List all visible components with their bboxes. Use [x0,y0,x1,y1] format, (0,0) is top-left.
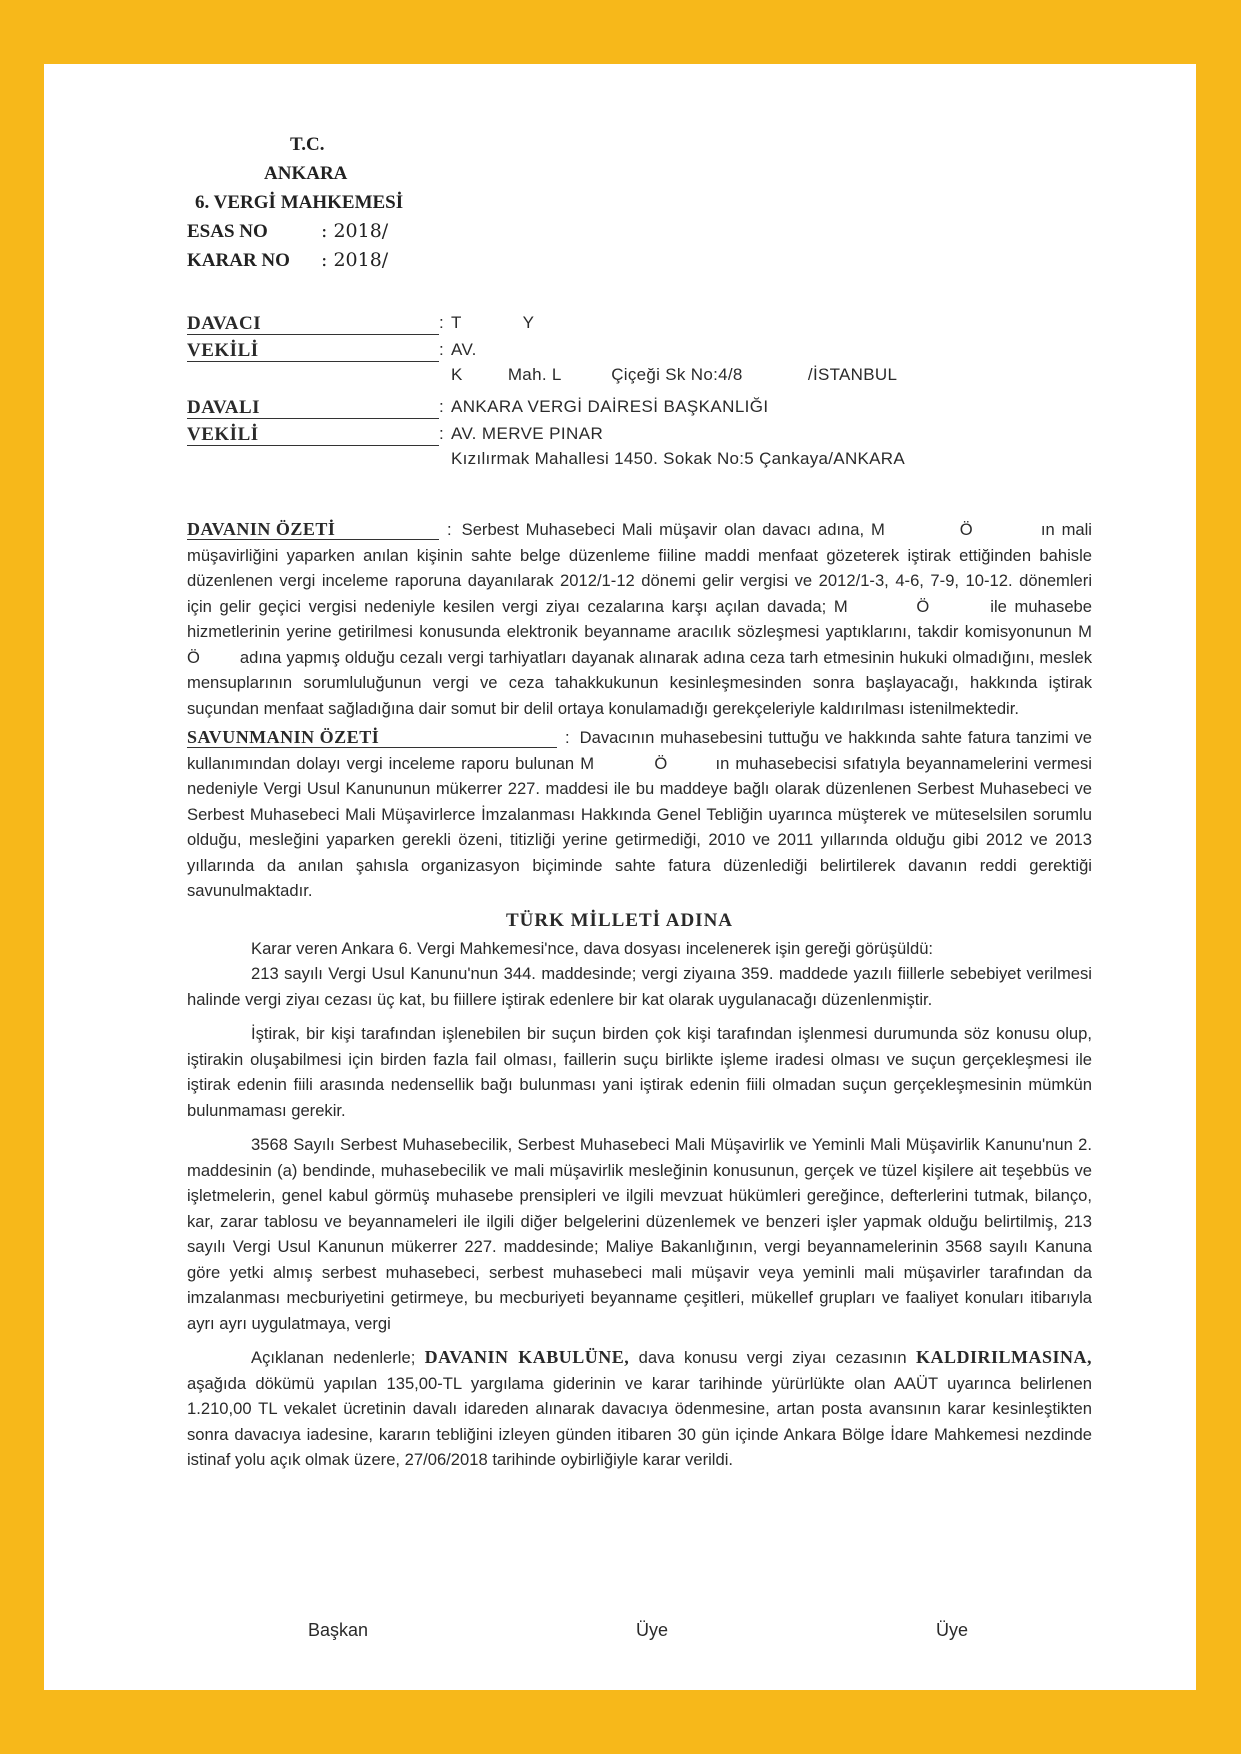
court-name: 6. VERGİ MAHKEMESİ [195,192,404,213]
paragraph: İştirak, bir kişi tarafından işlenebilen bir suçun birden çok kişi tarafından işlenmesi durumunda söz konusu olup, iştirakin oluşabilmesi için birden fazla fail olması, faillerin suçu birlikte işleme iradesi olması ve suçun gerçekleşmesi ile iştirak edenin fiili arasında nedensellik bağı bulunması yani iştirak edenin fiili olmadan suçun gerçekleşmesinin mümkün bulunmaması gerekir. [187,1024,1092,1120]
davali-vekili-address: Kızılırmak Mahallesi 1450. Sokak No:5 Çankaya/ANKARA [451,449,906,468]
signature-baskan: Başkan [308,1620,369,1640]
davaci-vekili-label: VEKİLİ [187,338,439,362]
davali-label: DAVALI [187,395,439,419]
davali-vekili-value: AV. MERVE PINAR [451,424,604,443]
defense-label: SAVUNMANIN ÖZETİ [187,727,557,748]
final-text: aşağıda dökümü yapılan 135,00-TL yargılama giderinin ve karar tarihinde yürürlükte olan AAÜT uyarınca belirlenen 1.210,00 TL vekalet ücretinin davalı idareden alınarak davacıya ödenmesine, artan posta avansının karar kesinleştikten sonra davacıya iadesine, kararın tebliğini izleyen günden itibaren 30 gün içinde Ankara Bölge İdare Mahkemesi nezdinde istinaf yolu açık olmak üzere, 27/06/2018 tarihinde oybirliğiyle karar verildi. [187,1373,1092,1469]
signature-uye-1: Üye [636,1620,669,1640]
kaldir-text: KALDIRILMASINA, [915,1347,1092,1367]
country-line: T.C. [290,134,325,155]
case-summary: DAVANIN ÖZETİ : Serbest Muhasebeci Mali müşavir olan davacı adına, M Ö ın mali müşavirliğini yaparken anılan kişinin sahte belge düzenleme fiiline maddi menfaat gözeterek iştirak ettiğinden bahisle düzenlenen vergi inceleme raporuna dayanılarak 2012/1-12 dönemi gelir vergisi ve 2012/1-3, 4-6, 7-9, 10-12. dönemleri için gelir geçici vergisi nedeniyle kesilen vergi ziyaı cezalarına karşı açılan davada; M Ö ile muhasebe hizmetlerinin yerine getirilmesi konusunda elektronik beyanname aracılık sözleşmesi yaptıklarını, takdir komisyonunun M Ö adına yapmış olduğu cezalı vergi tarhiyatları dayanak alınarak adına ceza tarh etmesinin hukuki olmadığını, meslek mensuplarının sorumluluğunun vergi ve ceza tahakkukunun kesinleşmesinden sonra başlayacağı, hakkında iştirak suçundan menfaat sağladığına dair somut bir delil ortaya konulamadığı gerekçeleriyle kaldırılması istenilmektedir. [187,519,1139,718]
final-prefix: Açıklanan nedenlerle; [251,1348,416,1367]
summary-label: DAVANIN ÖZETİ [187,519,439,540]
esas-value: : 2018/ [321,220,389,242]
summary-text: Serbest Muhasebeci Mali müşavir olan davacı adına, M Ö ın mali müşavirliğini yaparken anılan kişinin sahte belge düzenleme fiiline maddi menfaat gözeterek iştirak ettiğinden bahisle düzenlenen vergi inceleme raporuna dayanılarak 2012/1-12 dönemi gelir vergisi ve 2012/1-3, 4-6, 7-9, 10-12. dönemleri için gelir geçici vergisi nedeniyle kesilen vergi ziyaı cezalarına karşı açılan davada; M Ö ile muhasebe hizmetlerinin yerine getirilmesi konusunda elektronik beyanname aracılık sözleşmesi yaptıklarını, takdir komisyonunun M Ö adına yapmış olduğu cezalı vergi tarhiyatları dayanak alınarak adına ceza tarh etmesinin hukuki olmadığını, meslek mensuplarının sorumluluğunun vergi ve ceza tahakkukunun kesinleşmesinden sonra başlayacağı, hakkında iştirak suçundan menfaat sağladığına dair somut bir delil ortaya konulamadığı gerekçeleriyle kaldırılması istenilmektedir. [187,520,1139,718]
decision-body [187,936,1092,1473]
karar-label: KARAR NO [187,250,290,271]
signature-row [308,1620,968,1641]
davaci-vekili-row: VEKİLİ : AV. [187,340,477,361]
kabul-text: DAVANIN KABULÜNE, [424,1347,630,1367]
davaci-label: DAVACI [187,311,439,335]
decision-title: TÜRK MİLLETİ ADINA [505,909,734,931]
defense-summary: SAVUNMANIN ÖZETİ : Davacının muhasebesini tuttuğu ve hakkında sahte fatura tanzimi ve kullanımından dolayı vergi inceleme raporu bulunan M Ö ın muhasebecisi sıfatıyla beyannamelerini vermesi nedeniyle Vergi Usul Kanununun mükerrer 227. maddesi ile bu maddeye bağlı olarak düzenlenen Serbest Muhasebeci ve Serbest Muhasebeci Mali Müşavirlerce İmzalanması Hakkında Genel Tebliğin uyarınca müşterek ve müteselsilen sorumlu olduğu, mesleğini yaparken gerekli özeni, titizliği yerine getirmediği, 2010 ve 2011 yıllarında olduğu gibi 2012 ve 2013 yıllarında da anılan şahısla organizasyon biçiminde sahte fatura düzenlediği belirtilerek davanın reddi gerektiği savunulmaktadır. [187,727,1097,900]
karar-value: : 2018/ [321,249,389,271]
signature-uye-2: Üye [935,1620,968,1640]
davaci-vekili-value: AV. [451,340,477,359]
davali-vekili-row: VEKİLİ : AV. MERVE PINAR [187,424,604,445]
final-ruling [187,1345,1092,1473]
davali-vekili-label: VEKİLİ [187,422,439,446]
davaci-row: DAVACI : T Y [187,313,535,334]
court-decision [187,130,1139,1473]
final-mid: dava konusu vergi ziyaı cezasının [638,1348,907,1367]
paragraph: 213 sayılı Vergi Usul Kanunu'nun 344. maddesinde; vergi ziyaına 359. maddede yazılı fiillerle sebebiyet verilmesi halinde vergi ziyaı cezası üç kat, bu fiillere iştirak edenlere bir kat olarak uygulanacağı düzenlenmiştir. [187,964,1092,1009]
esas-label: ESAS NO [187,221,268,242]
paragraph: 3568 Sayılı Serbest Muhasebecilik, Serbest Muhasebeci Mali Müşavirlik ve Yeminli Mali Müşavirlik Kanunu'nun 2. maddesinin (a) bendinde, muhasebecilik ve mali müşavirlik mesleğinin konusunun, gerçek ve tüzel kişilere ait teşebbüs ve işletmelerin, genel kabul görmüş muhasebe prensipleri ve ilgili mevzuat hükümleri gereğince, defterlerini tutmak, bilanço, kar, zarar tablosu ve beyannameleri ile ilgili diğer belgelerini düzenlemek ve benzeri işler yapmak olduğu belirtilmiş, 213 sayılı Vergi Usul Kanunun mükerrer 227. maddesinde; Maliye Bakanlığının, vergi beyannamelerinin 3568 sayılı Kanuna göre yetki almış serbest muhasebeci, serbest muhasebeci mali müşavir veya yeminli mali müşavirler tarafından da imzalanması mecburiyetini getirmeye, bu mecburiyeti beyanname çeşitleri, mükellef grupları ve faaliyet konuları itibarıyla ayrı ayrı uygulatmaya, vergi [187,1135,1092,1333]
parties-block [187,311,1092,479]
defense-text: Davacının muhasebesini tuttuğu ve hakkında sahte fatura tanzimi ve kullanımından dolayı vergi inceleme raporu bulunan M Ö ın muhasebecisi sıfatıyla beyannamelerini vermesi nedeniyle Vergi Usul Kanununun mükerrer 227. maddesi ile bu maddeye bağlı olarak düzenlenen Serbest Muhasebeci ve Serbest Muhasebeci Mali Müşavirlerce İmzalanması Hakkında Genel Tebliğin uyarınca müşterek ve müteselsilen sorumlu olduğu, mesleğini yaparken gerekli özeni, titizliği yerine getirmediği, 2010 ve 2011 yıllarında olduğu gibi 2012 ve 2013 yıllarında da anılan şahısla organizasyon biçiminde sahte fatura düzenlediği belirtilerek davanın reddi gerektiği savunulmaktadır. [187,728,1097,900]
city-line: ANKARA [264,163,348,184]
davali-row: DAVALI : ANKARA VERGİ DAİRESİ BAŞKANLIĞI [187,397,769,418]
document-header [187,130,1092,275]
paragraph: Karar veren Ankara 6. Vergi Mahkemesi'nce, dava dosyası incelenerek işin gereği görüşüldü: [251,938,934,958]
karar-row [187,246,1092,275]
davali-value: ANKARA VERGİ DAİRESİ BAŞKANLIĞI [451,397,769,416]
davaci-value: T Y [451,313,535,332]
esas-row [187,217,1092,246]
davaci-vekili-address: K Mah. L Çiçeği Sk No:4/8 /İSTANBUL [451,365,898,384]
